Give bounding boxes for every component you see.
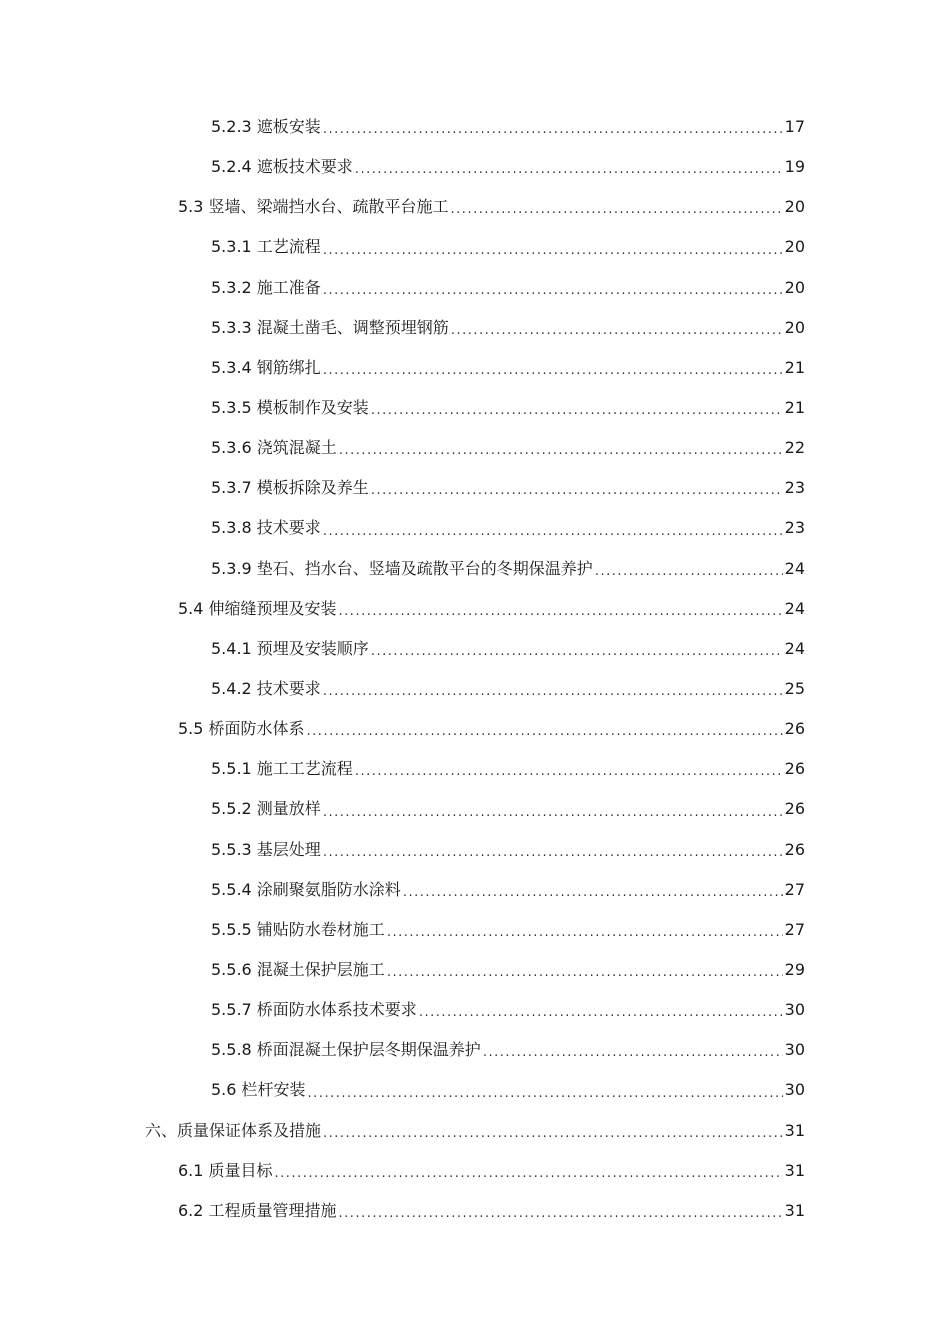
toc-entry-page: 22: [784, 438, 805, 458]
toc-entry[interactable]: [0, 709, 950, 749]
toc-entry-page: 30: [784, 1000, 805, 1020]
toc-entry-title: 5.3.1 工艺流程: [211, 237, 321, 257]
toc-dot-leader: [275, 1168, 783, 1191]
toc-entry[interactable]: [0, 830, 950, 870]
toc-entry[interactable]: [0, 268, 950, 308]
toc-entry-title: 5.3.5 模板制作及安装: [211, 398, 369, 418]
toc-entry[interactable]: [0, 1191, 950, 1231]
toc-entry-title: 5.5.8 桥面混凝土保护层冬期保温养护: [211, 1040, 481, 1060]
toc-dot-leader: [308, 1088, 783, 1111]
toc-entry-page: 17: [784, 117, 805, 137]
toc-dot-leader: [323, 365, 783, 388]
toc-dot-leader: [371, 646, 783, 669]
toc-entry-title: 5.4.2 技术要求: [211, 679, 321, 699]
toc-entry[interactable]: [0, 870, 950, 910]
toc-entry[interactable]: [0, 749, 950, 789]
toc-entry-page: 27: [784, 919, 805, 939]
toc-entry-page: 24: [784, 558, 805, 578]
toc-dot-leader: [339, 606, 783, 629]
toc-entry-page: 26: [784, 839, 805, 859]
toc-dot-leader: [371, 485, 783, 508]
toc-entry[interactable]: [0, 1111, 950, 1151]
toc-entry-title: 6.2 工程质量管理措施: [178, 1200, 337, 1220]
toc-entry[interactable]: [0, 669, 950, 709]
toc-dot-leader: [339, 1208, 783, 1231]
toc-dot-leader: [403, 887, 783, 910]
toc-dot-leader: [483, 1047, 783, 1070]
toc-entry-page: 30: [784, 1080, 805, 1100]
toc-entry-page: 24: [784, 598, 805, 618]
toc-entry-title: 5.5 桥面防水体系: [178, 719, 305, 739]
table-of-contents: [0, 107, 950, 1231]
toc-entry-page: 25: [784, 679, 805, 699]
toc-entry-page: 19: [784, 157, 805, 177]
toc-entry-title: 5.4.1 预埋及安装顺序: [211, 638, 369, 658]
toc-entry-title: 5.3.8 技术要求: [211, 518, 321, 538]
toc-entry[interactable]: [0, 107, 950, 147]
toc-entry-title: 5.5.3 基层处理: [211, 839, 321, 859]
toc-entry[interactable]: [0, 508, 950, 548]
toc-dot-leader: [451, 325, 783, 348]
toc-entry-title: 5.5.6 混凝土保护层施工: [211, 960, 385, 980]
toc-dot-leader: [387, 927, 783, 950]
toc-entry-page: 31: [784, 1200, 805, 1220]
toc-dot-leader: [323, 245, 783, 268]
toc-entry[interactable]: [0, 910, 950, 950]
toc-entry[interactable]: [0, 348, 950, 388]
toc-entry-title: 5.3 竖墙、梁端挡水台、疏散平台施工: [178, 197, 449, 217]
toc-dot-leader: [323, 1128, 783, 1151]
toc-entry-page: 20: [784, 237, 805, 257]
toc-entry-title: 5.3.6 浇筑混凝土: [211, 438, 337, 458]
toc-entry-page: 30: [784, 1040, 805, 1060]
toc-entry[interactable]: [0, 1151, 950, 1191]
toc-dot-leader: [339, 445, 783, 468]
toc-dot-leader: [307, 726, 783, 749]
toc-entry-page: 29: [784, 960, 805, 980]
toc-entry[interactable]: [0, 308, 950, 348]
toc-entry-page: 20: [784, 317, 805, 337]
toc-dot-leader: [323, 847, 783, 870]
toc-dot-leader: [419, 1007, 783, 1030]
toc-entry[interactable]: [0, 789, 950, 829]
toc-dot-leader: [451, 204, 783, 227]
toc-dot-leader: [323, 285, 783, 308]
toc-entry[interactable]: [0, 227, 950, 267]
toc-entry-title: 5.5.2 测量放样: [211, 799, 321, 819]
toc-entry-title: 5.2.4 遮板技术要求: [211, 157, 353, 177]
toc-dot-leader: [355, 164, 783, 187]
toc-entry-title: 5.5.7 桥面防水体系技术要求: [211, 1000, 417, 1020]
toc-dot-leader: [323, 686, 783, 709]
toc-entry-title: 5.3.3 混凝土凿毛、调整预埋钢筋: [211, 317, 449, 337]
toc-dot-leader: [323, 526, 783, 549]
toc-entry-page: 31: [784, 1120, 805, 1140]
toc-entry[interactable]: [0, 428, 950, 468]
toc-entry-page: 23: [784, 518, 805, 538]
toc-entry-page: 31: [784, 1160, 805, 1180]
toc-entry-title: 5.5.5 铺贴防水卷材施工: [211, 919, 385, 939]
toc-dot-leader: [355, 766, 783, 789]
toc-entry-title: 5.5.1 施工工艺流程: [211, 759, 353, 779]
toc-entry-page: 21: [784, 398, 805, 418]
toc-entry[interactable]: [0, 1030, 950, 1070]
toc-entry[interactable]: [0, 388, 950, 428]
toc-entry-page: 21: [784, 357, 805, 377]
toc-entry-title: 6.1 质量目标: [178, 1160, 273, 1180]
toc-entry-title: 5.2.3 遮板安装: [211, 117, 321, 137]
toc-entry-page: 24: [784, 638, 805, 658]
toc-entry[interactable]: [0, 187, 950, 227]
toc-dot-leader: [371, 405, 783, 428]
toc-entry-title: 5.6 栏杆安装: [211, 1080, 306, 1100]
toc-entry-title: 5.3.7 模板拆除及养生: [211, 478, 369, 498]
toc-dot-leader: [323, 124, 783, 147]
toc-entry[interactable]: [0, 589, 950, 629]
toc-entry[interactable]: [0, 468, 950, 508]
toc-entry-page: 20: [784, 197, 805, 217]
toc-entry-page: 23: [784, 478, 805, 498]
toc-entry-page: 27: [784, 879, 805, 899]
toc-dot-leader: [595, 566, 783, 589]
toc-entry-title: 5.3.2 施工准备: [211, 277, 321, 297]
toc-entry-title: 5.3.4 钢筋绑扎: [211, 357, 321, 377]
toc-entry-title: 六、质量保证体系及措施: [145, 1120, 322, 1140]
toc-entry[interactable]: [0, 1070, 950, 1110]
toc-entry-page: 26: [784, 719, 805, 739]
toc-entry[interactable]: [0, 950, 950, 990]
toc-entry[interactable]: [0, 147, 950, 187]
toc-dot-leader: [323, 807, 783, 830]
toc-entry-page: 20: [784, 277, 805, 297]
toc-entry[interactable]: [0, 629, 950, 669]
toc-entry-page: 26: [784, 799, 805, 819]
toc-entry[interactable]: [0, 990, 950, 1030]
toc-entry-title: 5.3.9 垫石、挡水台、竖墙及疏散平台的冬期保温养护: [211, 558, 593, 578]
toc-entry-title: 5.5.4 涂刷聚氨脂防水涂料: [211, 879, 401, 899]
toc-entry-title: 5.4 伸缩缝预埋及安装: [178, 598, 337, 618]
toc-entry[interactable]: [0, 549, 950, 589]
toc-dot-leader: [387, 967, 783, 990]
toc-entry-page: 26: [784, 759, 805, 779]
